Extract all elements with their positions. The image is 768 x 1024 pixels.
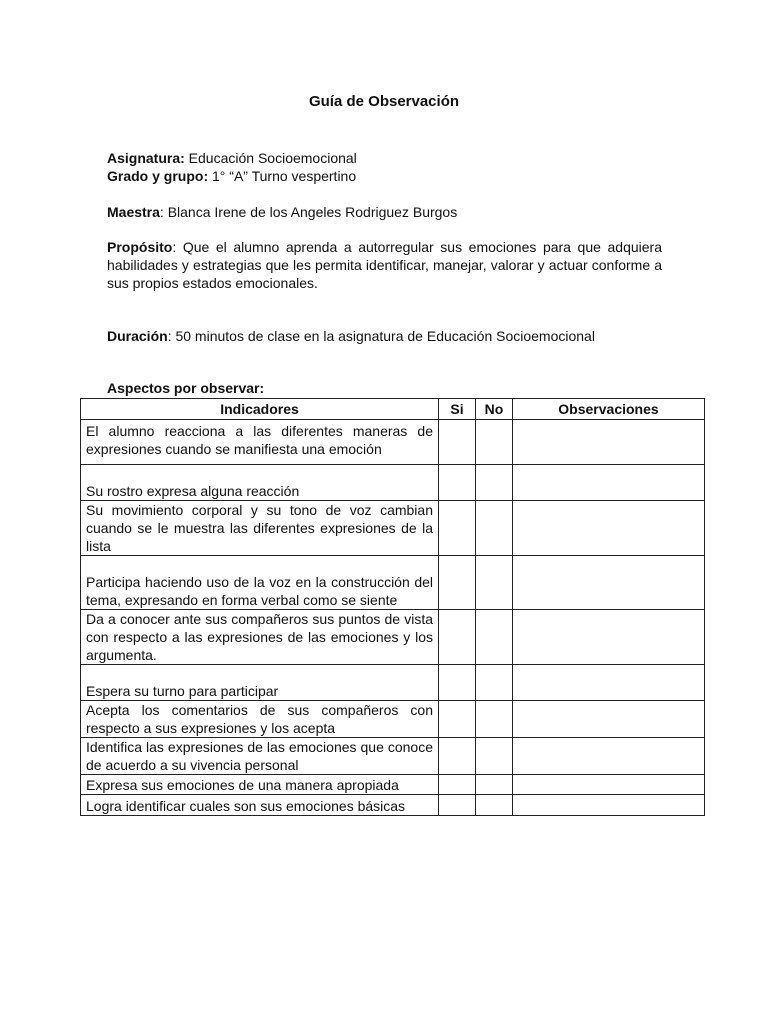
proposito-paragraph — [107, 238, 662, 292]
indicator-cell: Su movimiento corporal y su tono de voz cambian cuando se le muestra las diferentes expresiones de la lista — [81, 501, 439, 556]
duracion-value: : 50 minutos de clase en la asignatura de Educación Socioemocional — [167, 328, 595, 344]
maestra-line — [107, 203, 662, 221]
header-si: Si — [439, 399, 476, 420]
observaciones-cell[interactable] — [513, 701, 705, 738]
no-cell[interactable] — [476, 465, 513, 501]
maestra-value: : Blanca Irene de los Angeles Rodriguez Burgos — [159, 204, 458, 220]
si-cell[interactable] — [439, 420, 476, 465]
no-cell[interactable] — [476, 775, 513, 795]
page-title: Guía de Observación — [308, 93, 460, 110]
maestra-label: Maestra — [107, 204, 160, 220]
asignatura-line — [107, 149, 662, 167]
si-cell[interactable] — [439, 701, 476, 738]
duracion-label: Duración — [107, 328, 168, 344]
table-row — [81, 701, 705, 738]
no-cell[interactable] — [476, 610, 513, 665]
indicator-cell: Expresa sus emociones de una manera apropiada — [81, 775, 439, 795]
indicator-cell: Participa haciendo uso de la voz en la construcción del tema, expresando en forma verbal como se siente — [81, 556, 439, 610]
no-cell[interactable] — [476, 701, 513, 738]
proposito-label: Propósito — [107, 239, 173, 255]
observaciones-cell[interactable] — [513, 665, 705, 701]
table-row — [81, 465, 705, 501]
table-header-row — [81, 399, 705, 420]
indicator-cell: Logra identificar cuales son sus emociones básicas — [81, 795, 439, 816]
header-observaciones: Observaciones — [513, 399, 705, 420]
asignatura-value: Educación Socioemocional — [184, 150, 357, 166]
no-cell[interactable] — [476, 556, 513, 610]
table-row — [81, 556, 705, 610]
indicator-cell: Da a conocer ante sus compañeros sus puntos de vista con respecto a las expresiones de las emociones y los argumenta. — [81, 610, 439, 665]
table-row — [81, 738, 705, 775]
si-cell[interactable] — [439, 465, 476, 501]
table-row — [81, 795, 705, 816]
indicator-cell: El alumno reacciona a las diferentes maneras de expresiones cuando se manifiesta una emoción — [81, 420, 439, 465]
indicator-cell: Identifica las expresiones de las emociones que conoce de acuerdo a su vivencia personal — [81, 738, 439, 775]
grado-line — [107, 167, 662, 185]
observaciones-cell[interactable] — [513, 501, 705, 556]
observation-table — [80, 398, 705, 816]
observaciones-cell[interactable] — [513, 556, 705, 610]
table-row — [81, 420, 705, 465]
duracion-line — [107, 327, 662, 345]
observaciones-cell[interactable] — [513, 738, 705, 775]
indicator-cell: Acepta los comentarios de sus compañeros con respecto a sus expresiones y los acepta — [81, 701, 439, 738]
table-row — [81, 775, 705, 795]
header-indicadores: Indicadores — [81, 399, 439, 420]
no-cell[interactable] — [476, 665, 513, 701]
si-cell[interactable] — [439, 665, 476, 701]
grado-value: 1° “A” Turno vespertino — [208, 168, 357, 184]
table-row — [81, 665, 705, 701]
table-row — [81, 501, 705, 556]
aspectos-heading: Aspectos por observar: — [107, 380, 265, 396]
grado-label: Grado y grupo: — [107, 168, 209, 184]
observaciones-cell[interactable] — [513, 465, 705, 501]
no-cell[interactable] — [476, 501, 513, 556]
si-cell[interactable] — [439, 501, 476, 556]
asignatura-label: Asignatura: — [107, 150, 185, 166]
si-cell[interactable] — [439, 610, 476, 665]
no-cell[interactable] — [476, 738, 513, 775]
observaciones-cell[interactable] — [513, 795, 705, 816]
indicator-cell: Su rostro expresa alguna reacción — [81, 465, 439, 501]
no-cell[interactable] — [476, 420, 513, 465]
indicator-cell: Espera su turno para participar — [81, 665, 439, 701]
si-cell[interactable] — [439, 738, 476, 775]
table-row — [81, 610, 705, 665]
no-cell[interactable] — [476, 795, 513, 816]
si-cell[interactable] — [439, 795, 476, 816]
observaciones-cell[interactable] — [513, 420, 705, 465]
observaciones-cell[interactable] — [513, 610, 705, 665]
proposito-value: : Que el alumno aprenda a autorregular sus emociones para que adquiera habilidades y estrategias que les permita identificar, manejar, valorar y actuar conforme a sus propios estados emocionales. — [107, 239, 662, 291]
si-cell[interactable] — [439, 556, 476, 610]
header-no: No — [476, 399, 513, 420]
observaciones-cell[interactable] — [513, 775, 705, 795]
si-cell[interactable] — [439, 775, 476, 795]
